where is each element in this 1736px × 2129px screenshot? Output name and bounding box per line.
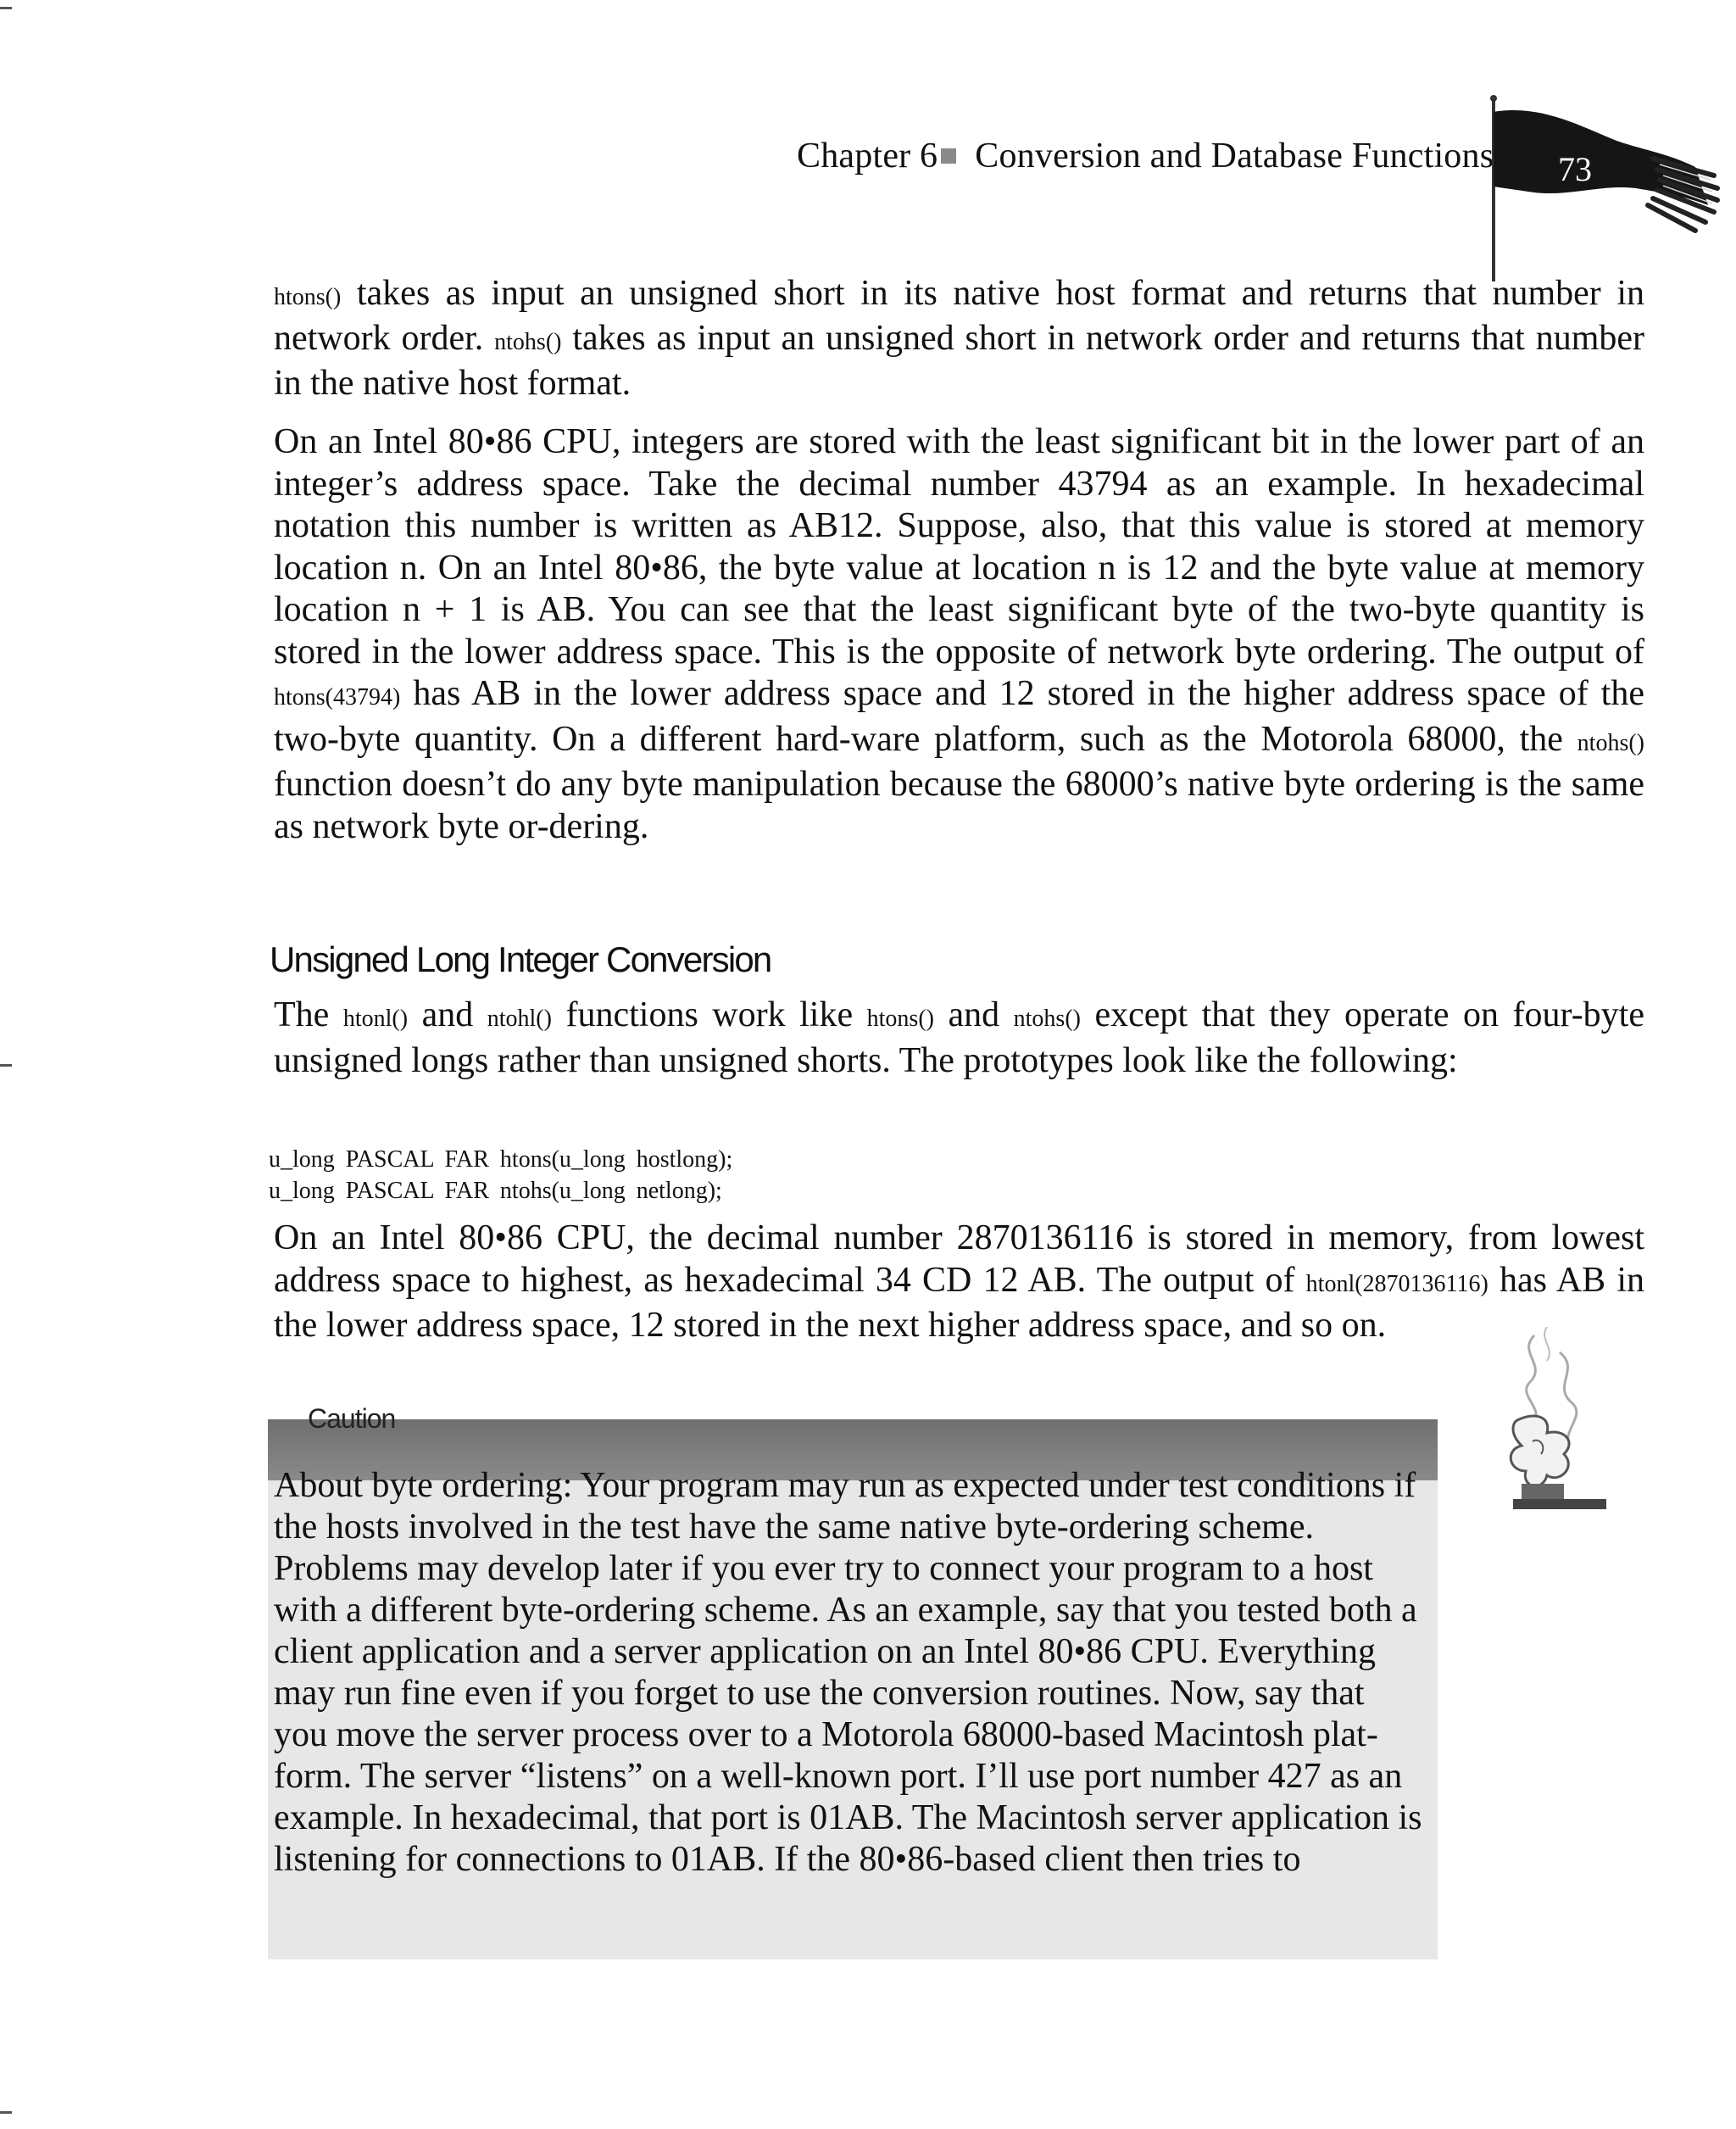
caution-line: Problems may develop later if you ever try to connect your program to a host bbox=[274, 1549, 1373, 1588]
inline-code: ntohl() bbox=[487, 1006, 552, 1032]
inline-variable: n bbox=[1098, 548, 1116, 588]
waving-flag-icon bbox=[1441, 95, 1721, 290]
text-run: . On an Intel 80•86, the byte value at location bbox=[417, 548, 1099, 588]
text-run: takes as input an unsigned short in network order and returns that number in the native host format. bbox=[274, 319, 1644, 403]
text-run: On an Intel 80•86 CPU, the decimal number 2870136116 is stored in memory, from lowest address space to highest, as hexadecimal 34 CD 12 AB. The output of bbox=[274, 1218, 1644, 1300]
inline-code: htonl() bbox=[342, 1006, 409, 1032]
text-run: + 1 is AB. You can see that the least significant byte of the two-byte quantity is stored in the lower address space. This is the opposite of network byte ordering. The output of bbox=[274, 590, 1644, 672]
inline-code: htons() bbox=[866, 1006, 934, 1032]
text-run: On an Intel 80•86 CPU, integers are stored with the least significant bit in the lower part of an integer’s address space. Take the decimal number 43794 as an example. In hexadecimal notation this number is written as AB12. Suppose, also, that this value is stored at memory location bbox=[274, 422, 1644, 588]
inline-code: htons(43794) bbox=[274, 684, 401, 711]
caution-line: example. In hexadecimal, that port is 01AB. The Macintosh server application is bbox=[274, 1798, 1422, 1837]
text-run: except that they operate on four-byte unsigned longs rather than unsigned shorts. The prototypes look like the following: bbox=[274, 995, 1644, 1080]
code-block-prototypes bbox=[269, 1144, 732, 1207]
code-line: u_long PASCAL FAR ntohs(u_long netlong); bbox=[269, 1178, 722, 1204]
square-bullet-icon bbox=[941, 148, 956, 164]
caution-line: listening for connections to 01AB. If the 80•86-based client then tries to bbox=[274, 1840, 1301, 1879]
text-run: takes as input an unsigned short in its native host format and returns that number in network order. bbox=[274, 274, 1644, 358]
text-run: has AB in the lower address space and 12 stored in the higher address space of the two-byte quantity. On a different hard-ware platform, such as the Motorola 68000, the bbox=[274, 674, 1644, 759]
caution-line: with a different byte-ordering scheme. As an example, say that you tested both a bbox=[274, 1591, 1417, 1630]
text-run: function doesn’t do any byte manipulation because the 68000’s native byte ordering is the same as network byte or-dering. bbox=[274, 765, 1644, 846]
inline-code: htonl(2870136116) bbox=[1305, 1270, 1488, 1297]
caution-line: About byte ordering: Your program may run as expected under test conditions if bbox=[274, 1466, 1416, 1505]
scan-edge-mark bbox=[0, 2111, 12, 2114]
text-run: and bbox=[408, 995, 487, 1034]
text-run: functions work like bbox=[551, 995, 867, 1034]
inline-variable: n bbox=[403, 590, 421, 629]
inline-code: ntohs() bbox=[494, 329, 562, 355]
smoking-bomb-icon bbox=[1500, 1327, 1611, 1556]
text-run: The bbox=[274, 995, 343, 1034]
inline-variable: n bbox=[399, 548, 418, 588]
chapter-label: Chapter 6 bbox=[797, 137, 938, 176]
inline-code: htons() bbox=[274, 284, 342, 310]
text-run: is 12 and the byte value at memory location bbox=[274, 548, 1644, 629]
paragraph-htonl-description bbox=[274, 995, 1644, 1082]
caution-text bbox=[274, 1465, 1494, 1881]
chapter-title: Conversion and Database Functions bbox=[975, 137, 1494, 176]
caution-label: Caution bbox=[308, 1403, 396, 1434]
caution-line: the hosts involved in the test have the same native byte-ordering scheme. bbox=[274, 1508, 1314, 1547]
inline-code: ntohs() bbox=[1013, 1006, 1081, 1032]
text-run: has AB in the lower address space, 12 stored in the next higher address space, and so on. bbox=[274, 1260, 1644, 1345]
code-line: u_long PASCAL FAR htons(u_long hostlong); bbox=[269, 1146, 733, 1173]
section-heading: Unsigned Long Integer Conversion bbox=[270, 939, 771, 979]
scan-edge-mark bbox=[0, 1064, 12, 1067]
running-header bbox=[797, 136, 1494, 176]
paragraph-htons-description bbox=[274, 273, 1644, 404]
text-run: and bbox=[933, 995, 1014, 1034]
caution-line: may run fine even if you forget to use the conversion routines. Now, say that bbox=[274, 1674, 1365, 1713]
inline-code: ntohs() bbox=[1577, 729, 1644, 756]
page-number: 73 bbox=[1558, 150, 1592, 188]
scan-edge-mark bbox=[0, 7, 12, 9]
caution-line: you move the server process over to a Motorola 68000-based Macintosh plat- bbox=[274, 1715, 1378, 1754]
paragraph-intel-byte-order bbox=[274, 421, 1644, 848]
caution-line: form. The server “listens” on a well-known port. I’ll use port number 427 as an bbox=[274, 1757, 1403, 1796]
caution-line: client application and a server application on an Intel 80•86 CPU. Everything bbox=[274, 1632, 1377, 1671]
paragraph-htonl-example bbox=[274, 1218, 1644, 1347]
